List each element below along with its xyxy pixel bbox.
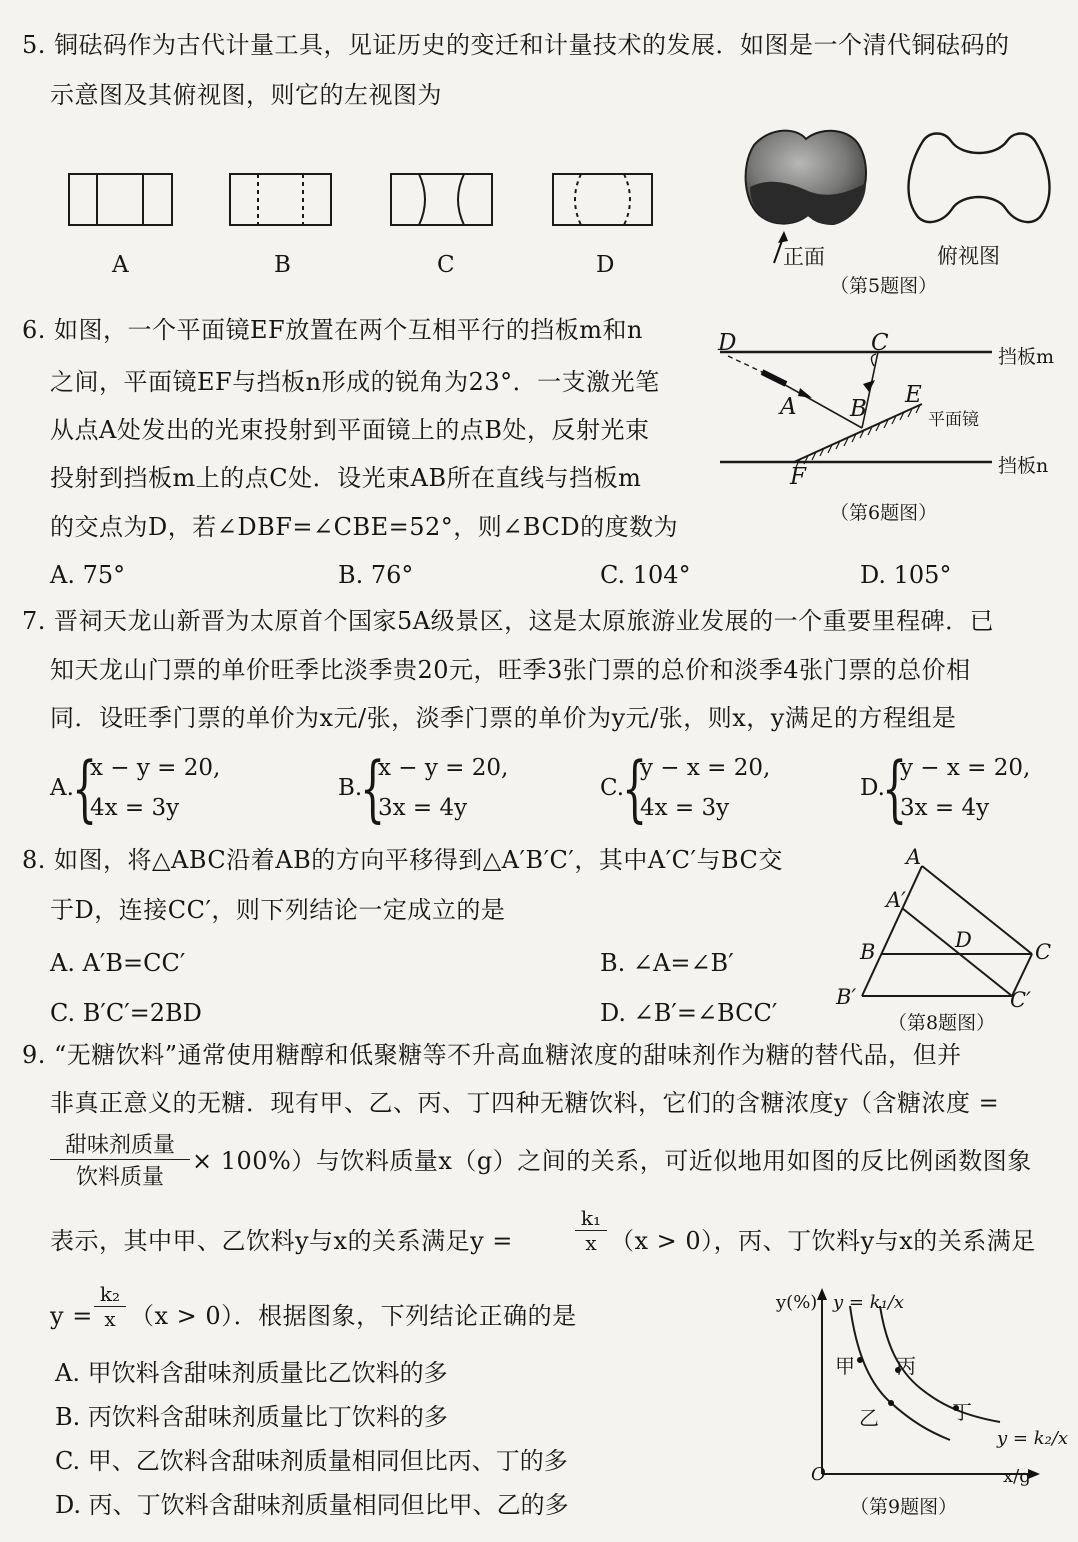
- q7-stem-line2: 知天龙山门票的单价旺季比淡季贵20元，旺季3张门票的总价和淡季4张门票的总价相: [50, 656, 971, 684]
- q9-k2-numerator: k₂: [94, 1282, 126, 1307]
- q7-option-c[interactable]: C. { y − x = 20, 4x = 3y: [600, 746, 771, 830]
- q8-label-c1: C′: [1010, 988, 1031, 1012]
- q5-stem-line1: 5. 铜砝码作为古代计量工具，见证历史的变迁和计量技术的发展．如图是一个清代铜砝码的: [22, 31, 1010, 59]
- q7-option-b[interactable]: B. { x − y = 20, 3x = 4y: [338, 746, 509, 830]
- q9-y-axis-label: y(%): [776, 1292, 818, 1313]
- q7-option-b-label: B.: [338, 775, 363, 801]
- q5-option-d-figure: [553, 174, 652, 225]
- point-yi: [888, 1400, 894, 1406]
- q6-option-d[interactable]: D. 105°: [860, 561, 952, 589]
- q9-stem-line4-tail: （x > 0），丙、丁饮料y与x的关系满足: [610, 1227, 1036, 1255]
- q9-label-bing: 丙: [896, 1354, 916, 1378]
- q6-label-board-n: 挡板n: [998, 455, 1049, 477]
- q9-k2-denominator: x: [104, 1307, 116, 1331]
- q8-option-a[interactable]: A. A′B=CC′: [50, 949, 186, 977]
- q5-stem-line2: 示意图及其俯视图，则它的左视图为: [50, 81, 442, 109]
- q7-option-a-eq2: 4x = 3y: [90, 795, 180, 821]
- q8-figure: [830, 850, 1060, 1010]
- q8-caption: （第8题图）: [888, 1012, 996, 1034]
- q5-caption: （第5题图）: [830, 275, 938, 297]
- q9-k1-numerator: k₁: [575, 1206, 607, 1231]
- q9-stem-line4-head: 表示，其中甲、乙饮料y与x的关系满足y =: [50, 1227, 513, 1255]
- q9-x-axis-label: x/g: [1003, 1466, 1031, 1487]
- q7-option-b-eq1: x − y = 20,: [378, 755, 509, 781]
- q9-k1-fraction: [575, 1206, 607, 1255]
- q7-option-c-label: C.: [600, 775, 625, 801]
- q8-stem-line1: 8. 如图，将△ABC沿着AB的方向平移得到△A′B′C′，其中A′C′与BC交: [22, 846, 783, 874]
- top-view-outline: [909, 134, 1050, 223]
- q9-stem-line2: 非真正意义的无糖．现有甲、乙、丙、丁四种无糖饮料，它们的含糖浓度y（含糖浓度 =: [50, 1089, 1000, 1117]
- laser-pen: [762, 372, 786, 384]
- q8-label-d: D: [955, 928, 972, 952]
- q7-option-d[interactable]: D. { y − x = 20, 3x = 4y: [860, 746, 1031, 830]
- q9-k1-denominator: x: [585, 1231, 597, 1255]
- q6-label-a: A: [780, 394, 797, 420]
- point-jia: [857, 1357, 863, 1363]
- q5-option-a-figure: [69, 174, 172, 225]
- q7-option-c-eq2: 4x = 3y: [640, 795, 730, 821]
- q7-option-a[interactable]: A. { x − y = 20, 4x = 3y: [50, 746, 221, 830]
- q9-option-d[interactable]: D. 丙、丁饮料含甜味剂质量相同但比甲、乙的多: [55, 1491, 569, 1519]
- q6-stem-line5: 的交点为D，若∠DBF=∠CBE=52°，则∠BCD的度数为: [50, 513, 679, 541]
- q9-k2-fraction: [94, 1282, 126, 1331]
- q9-stem-line1: 9. “无糖饮料”通常使用糖醇和低聚糖等不升高血糖浓度的甜味剂作为糖的替代品，但并: [22, 1041, 962, 1069]
- q7-option-b-eq2: 3x = 4y: [378, 795, 468, 821]
- q8-label-c: C: [1035, 940, 1052, 964]
- q6-stem-line1: 6. 如图，一个平面镜EF放置在两个互相平行的挡板m和n: [22, 316, 643, 344]
- dashed-line-da: [728, 356, 762, 372]
- q7-option-a-label: A.: [50, 775, 74, 801]
- q5-top-view-label: 俯视图: [937, 244, 1000, 268]
- q9-label-jia: 甲: [835, 1354, 855, 1378]
- q6-option-c[interactable]: C. 104°: [600, 561, 691, 589]
- q9-option-b[interactable]: B. 丙饮料含甜味剂质量比丁饮料的多: [55, 1403, 448, 1431]
- q6-stem-line3: 从点A处发出的光束投射到平面镜上的点B处，反射光束: [50, 416, 650, 444]
- q9-frac-numerator: 甜味剂质量: [50, 1128, 190, 1160]
- q6-stem-line2: 之间，平面镜EF与挡板n形成的锐角为23°．一支激光笔: [50, 368, 660, 396]
- q8-label-b: B: [860, 940, 876, 964]
- q6-option-b[interactable]: B. 76°: [338, 561, 414, 589]
- q6-label-e: E: [905, 382, 922, 408]
- q6-caption: （第6题图）: [830, 502, 938, 524]
- q9-stem-line3: × 100%）与饮料质量x（g）之间的关系，可近似地用如图的反比例函数图象: [192, 1147, 1032, 1175]
- q7-option-c-eq1: y − x = 20,: [640, 755, 771, 781]
- q6-label-b: B: [850, 396, 867, 422]
- q6-label-c: C: [871, 330, 889, 356]
- q8-stem-line2: 于D，连接CC′，则下列结论一定成立的是: [50, 896, 506, 924]
- q5-option-a-label: A: [112, 252, 129, 278]
- q8-option-b[interactable]: B. ∠A=∠B′: [600, 949, 734, 977]
- q9-curve2-label: y = k₂/x: [997, 1428, 1069, 1449]
- q9-option-c[interactable]: C. 甲、乙饮料含甜味剂质量相同但比丙、丁的多: [55, 1447, 568, 1475]
- q6-stem-line4: 投射到挡板m上的点C处．设光束AB所在直线与挡板m: [50, 464, 642, 492]
- q5-weight-figure: [730, 125, 1050, 265]
- q9-stem-line5-head: y =: [50, 1302, 93, 1330]
- segment-a1c1: [902, 908, 1012, 996]
- q8-option-c[interactable]: C. B′C′=2BD: [50, 999, 202, 1027]
- q9-label-ding: 丁: [952, 1400, 972, 1424]
- q5-option-b-figure: [230, 174, 331, 225]
- q7-stem-line1: 7. 晋祠天龙山新晋为太原首个国家5A级景区，这是太原旅游业发展的一个重要里程碑．已: [22, 607, 995, 635]
- q6-option-a[interactable]: A. 75°: [50, 561, 126, 589]
- q5-front-label: 正面: [783, 245, 825, 269]
- q5-option-c-figure: [391, 174, 492, 225]
- q5-option-figures: [0, 0, 700, 250]
- q9-curve1-label: y = k₁/x: [833, 1292, 905, 1313]
- segment-ab-line: [862, 866, 922, 996]
- q6-label-d: D: [718, 330, 737, 356]
- q9-concentration-fraction: [50, 1128, 190, 1191]
- q8-label-a1: A′: [886, 888, 906, 912]
- q9-frac-denominator: 饮料质量: [75, 1165, 164, 1190]
- q9-stem-line5-tail: （x > 0）．根据图象，下列结论正确的是: [130, 1302, 577, 1330]
- q8-option-d[interactable]: D. ∠B′=∠BCC′: [600, 999, 778, 1027]
- q7-stem-line3: 同．设旺季门票的单价为x元/张，淡季门票的单价为y元/张，则x，y满足的方程组是: [50, 704, 957, 732]
- q7-option-d-eq2: 3x = 4y: [900, 795, 990, 821]
- q6-label-f: F: [790, 464, 806, 490]
- q6-label-mirror: 平面镜: [928, 410, 979, 430]
- q7-option-d-label: D.: [860, 775, 885, 801]
- q5-option-b-label: B: [274, 252, 291, 278]
- q7-option-d-eq1: y − x = 20,: [900, 755, 1031, 781]
- q9-label-yi: 乙: [859, 1406, 879, 1430]
- q7-option-a-eq1: x − y = 20,: [90, 755, 221, 781]
- q6-label-board-m: 挡板m: [998, 346, 1055, 368]
- q8-label-b1: B′: [836, 985, 857, 1009]
- q9-origin-label: O: [811, 1464, 826, 1485]
- q9-option-a[interactable]: A. 甲饮料含甜味剂质量比乙饮料的多: [55, 1359, 448, 1387]
- q5-option-c-label: C: [437, 252, 455, 278]
- segment-ac: [922, 866, 1032, 954]
- q5-option-d-label: D: [596, 252, 615, 278]
- q9-caption: （第9题图）: [850, 1496, 958, 1518]
- q8-label-a: A: [906, 845, 922, 869]
